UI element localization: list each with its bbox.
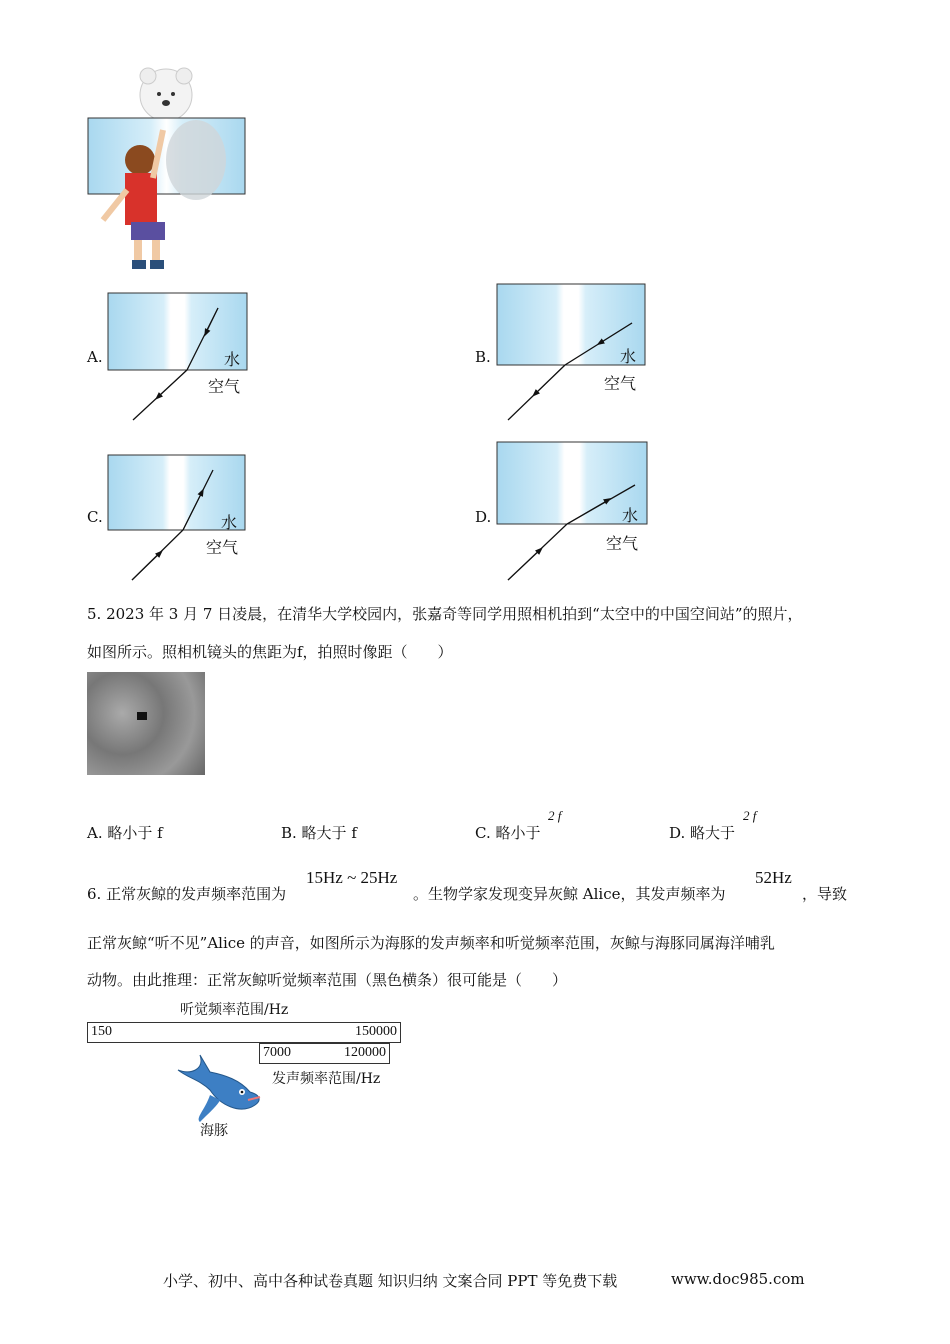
air-label: 空气 <box>604 374 637 393</box>
q5-option-c-formula: 2 f <box>548 808 562 823</box>
sound-min: 7000 <box>263 1045 291 1060</box>
formula-alice-frequency: 52Hz <box>755 868 792 887</box>
water-label: 水 <box>620 347 637 366</box>
q5-option-c: C. 略小于 <box>475 824 541 842</box>
sound-range-bar <box>259 1043 390 1064</box>
q5-option-b: B. 略大于 f <box>281 824 357 842</box>
dolphin-label: 海豚 <box>200 1123 228 1139</box>
option-b-label: B. <box>475 348 491 366</box>
question-6-line2: 正常灰鲸“听不见”Alice 的声音，如图所示为海豚的发声频率和听觉频率范围，灰鲸与海豚同属海洋哺乳 <box>87 934 775 952</box>
water-label: 水 <box>221 513 238 532</box>
question-5-line2: 如图所示。照相机镜头的焦距为f，拍照时像距（ ） <box>87 643 453 661</box>
dolphin-illustration <box>170 1050 270 1125</box>
air-label: 空气 <box>606 534 639 553</box>
question-5-line1: 5. 2023 年 3 月 7 日凌晨，在清华大学校园内，张嘉奇等同学用照相机拍到“太空中的中国空间站”的照片， <box>87 605 803 623</box>
question-6-line1b: 。生物学家发现变异灰鲸 Alice，其发声频率为 <box>413 885 726 903</box>
option-a-label: A. <box>87 348 103 366</box>
sound-max: 120000 <box>344 1045 386 1060</box>
question-6-line1c: ，导致 <box>802 885 848 903</box>
footer-url[interactable]: www.doc985.com <box>671 1270 805 1288</box>
air-label: 空气 <box>208 377 241 396</box>
water-label: 水 <box>622 506 639 525</box>
hearing-max: 150000 <box>355 1024 397 1039</box>
q5-option-d-formula: 2 f <box>743 808 757 823</box>
hearing-range-title: 听觉频率范围/Hz <box>180 1002 289 1018</box>
space-station-photo <box>87 672 205 775</box>
air-label: 空气 <box>206 538 239 557</box>
question-6-line1a: 6. 正常灰鲸的发声频率范围为 <box>87 885 287 903</box>
option-c-label: C. <box>87 508 103 526</box>
q5-option-d: D. 略大于 <box>669 824 736 842</box>
hearing-min: 150 <box>91 1024 112 1039</box>
footer-text: 小学、初中、高中各种试卷真题 知识归纳 文案合同 PPT 等免费下载 <box>163 1272 618 1290</box>
hearing-range-bar <box>87 1022 401 1043</box>
q5-option-a: A. 略小于 f <box>87 824 163 842</box>
sound-range-title: 发声频率范围/Hz <box>272 1071 381 1087</box>
formula-grey-whale-range: 15Hz ~ 25Hz <box>306 868 398 887</box>
option-d-label: D. <box>475 508 492 526</box>
water-label: 水 <box>224 350 241 369</box>
question-6-line3: 动物。由此推理：正常灰鲸听觉频率范围（黑色横条）很可能是（ ） <box>87 971 568 989</box>
